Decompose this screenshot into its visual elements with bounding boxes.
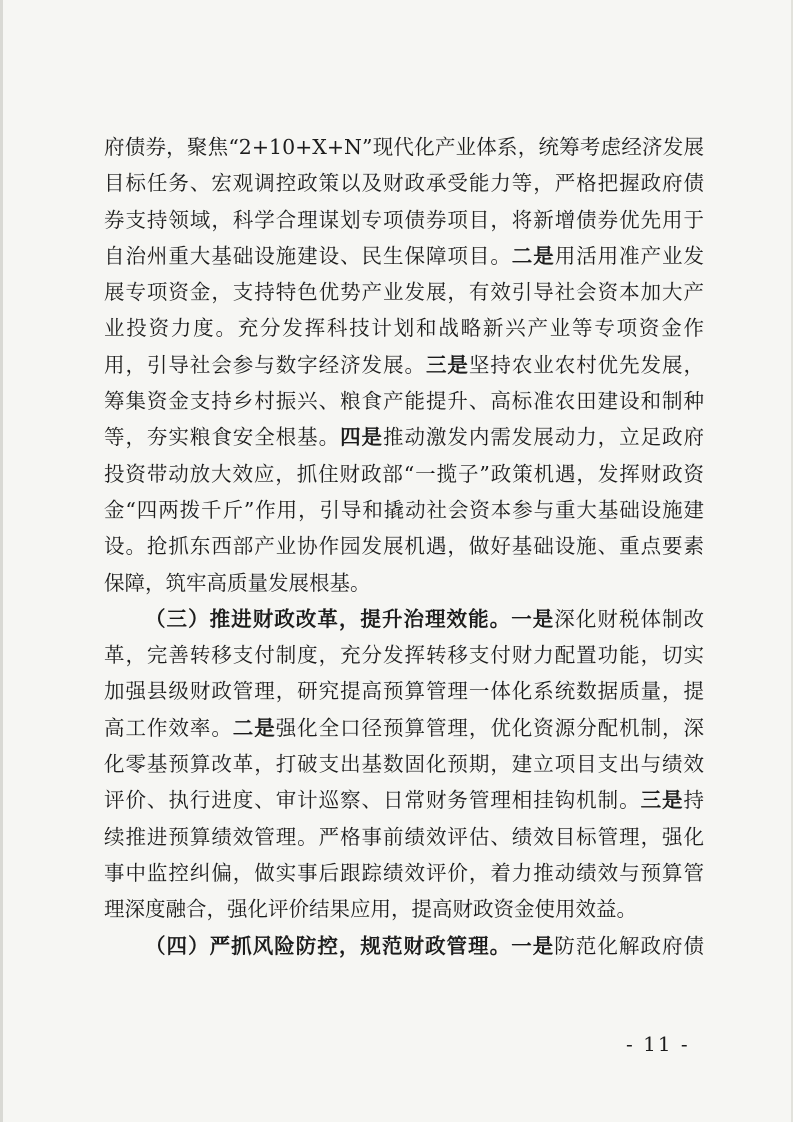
text-line: 高工作效率。二是强化全口径预算管理，优化资源分配机制，深 bbox=[104, 715, 704, 740]
text-line: 展专项资金，支持特色优势产业发展，有效引导社会资本加大产 bbox=[104, 280, 704, 305]
text-line: 业投资力度。充分发挥科技计划和战略新兴产业等专项资金作 bbox=[104, 316, 704, 341]
text-line: 金“四两拨千斤”作用，引导和撬动社会资本参与重大基础设施建 bbox=[104, 497, 704, 522]
text-line: 保障，筑牢高质量发展根基。 bbox=[104, 570, 371, 595]
text-line: 用，引导社会参与数字经济发展。三是坚持农业农村优先发展， bbox=[104, 352, 704, 377]
section-heading: （三）推进财政改革，提升治理效能。 bbox=[145, 606, 512, 631]
text-line: 筹集资金支持乡村振兴、粮食产能提升、高标准农田建设和制种 bbox=[104, 389, 704, 414]
text-line: 加强县级财政管理，研究提高预算管理一体化系统数据质量，提 bbox=[104, 679, 704, 704]
page-number: - 11 - bbox=[626, 1032, 690, 1056]
text-line: 自治州重大基础设施建设、民生保障项目。二是用活用准产业发 bbox=[104, 243, 704, 268]
section-heading-line: （四）严抓风险防控，规范财政管理。一是防范化解政府债 bbox=[145, 933, 704, 958]
section-heading-line: （三）推进财政改革，提升治理效能。一是深化财税体制改 bbox=[145, 606, 704, 631]
text-line: 投资带动放大效应，抓住财政部“一揽子”政策机遇，发挥财政资 bbox=[104, 461, 704, 486]
text-line: 续推进预算绩效管理。严格事前绩效评估、绩效目标管理，强化 bbox=[104, 824, 704, 849]
text-line: 府债券，聚焦“2+10+X+N”现代化产业体系，统筹考虑经济发展 bbox=[104, 135, 704, 159]
text-line: 设。抢抓东西部产业协作园发展机遇，做好基础设施、重点要素 bbox=[104, 534, 704, 559]
text-line: 目标任务、宏观调控政策以及财政承受能力等，严格把握政府债 bbox=[104, 171, 704, 196]
text-line: 化零基预算改革，打破支出基数固化预期，建立项目支出与绩效 bbox=[104, 752, 704, 777]
text-line: 革，完善转移支付制度，充分发挥转移支付财力配置功能，切实 bbox=[104, 643, 704, 668]
text-line: 等，夯实粮食安全根基。四是推动激发内需发展动力，立足政府 bbox=[104, 425, 704, 450]
text-line: 事中监控纠偏，做实事后跟踪绩效评价，着力推动绩效与预算管 bbox=[104, 860, 704, 885]
document-body bbox=[104, 129, 704, 964]
text-line: 评价、执行进度、审计巡察、日常财务管理相挂钩机制。三是持 bbox=[104, 788, 704, 813]
section-heading: （四）严抓风险防控，规范财政管理。 bbox=[145, 933, 512, 958]
text-line: 理深度融合，强化评价结果应用，提高财政资金使用效益。 bbox=[104, 897, 637, 922]
text-line: 券支持领域，科学合理谋划专项债券项目，将新增债券优先用于 bbox=[104, 207, 704, 232]
